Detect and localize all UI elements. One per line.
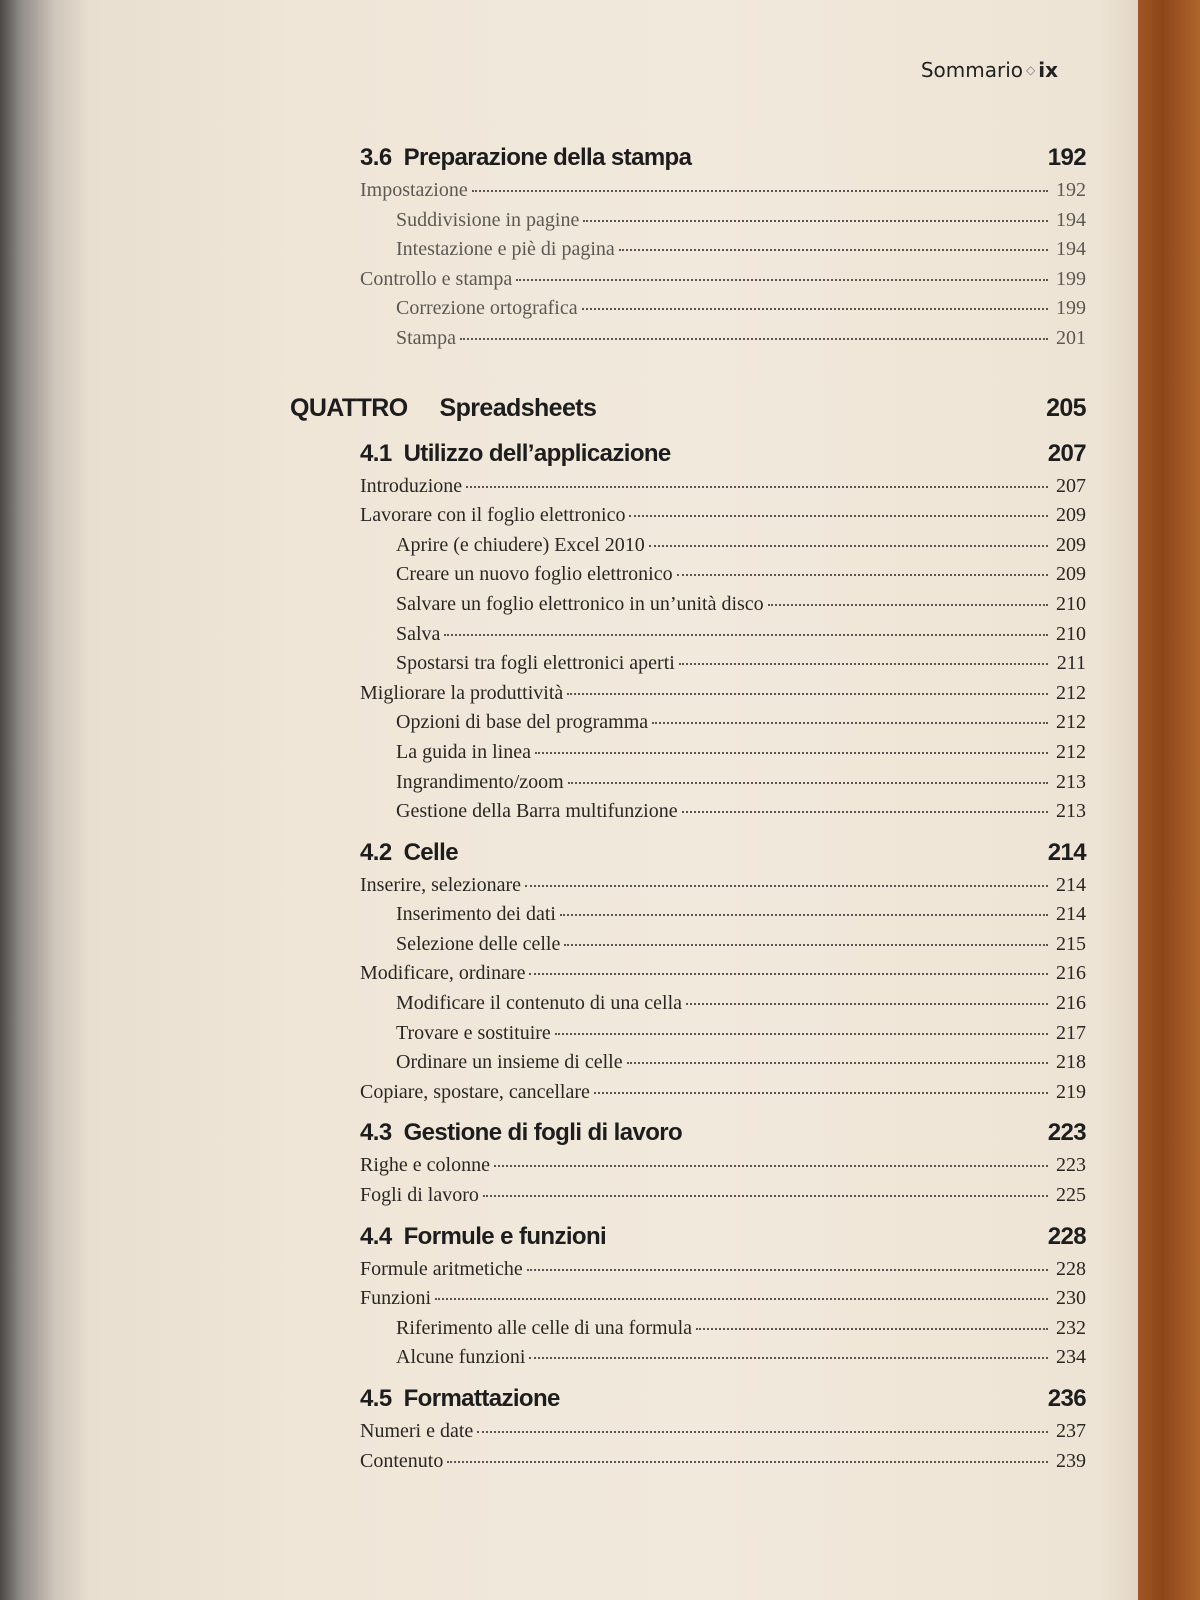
section-title-group <box>360 1223 606 1251</box>
dot-leader <box>529 973 1048 975</box>
entry-page: 201 <box>1056 326 1086 349</box>
entry-page: 218 <box>1056 1051 1086 1074</box>
entry-title: Trovare e sostituire <box>396 1021 551 1044</box>
entry-title: Salvare un foglio elettronico in un’unità disco <box>396 592 764 615</box>
header-page-number: ix <box>1038 58 1058 82</box>
entry-page: 212 <box>1056 681 1086 704</box>
dot-leader <box>627 1062 1048 1064</box>
entry-title: Salva <box>396 622 441 645</box>
entry-page: 228 <box>1056 1257 1086 1280</box>
entry-title: Righe e colonne <box>360 1154 490 1177</box>
toc-entry <box>360 297 1086 327</box>
entry-page: 237 <box>1056 1420 1086 1442</box>
chapter-title-group <box>290 394 596 423</box>
entry-title: Correzione ortografica <box>396 297 578 320</box>
toc-entry <box>360 962 1086 992</box>
dot-leader <box>472 190 1048 192</box>
entry-title: Stampa <box>396 326 456 349</box>
dot-leader <box>649 545 1048 547</box>
toc-entry <box>360 1081 1086 1111</box>
toc-entry <box>360 903 1086 933</box>
section-heading <box>360 433 1086 475</box>
entry-page: 199 <box>1056 267 1086 290</box>
entry-title: Opzioni di base del programma <box>396 711 649 734</box>
section-heading <box>360 832 1086 874</box>
toc-entry <box>360 1420 1086 1450</box>
section-title: Formule e funzioni <box>403 1222 607 1250</box>
dot-leader <box>768 604 1048 606</box>
dot-leader <box>567 693 1048 695</box>
entry-page: 210 <box>1056 592 1086 615</box>
section-number: 4.3 <box>360 1119 392 1147</box>
toc-entry <box>360 238 1086 268</box>
section-title: Formattazione <box>403 1385 560 1412</box>
entry-page: 210 <box>1056 622 1086 645</box>
entry-page: 217 <box>1056 1021 1086 1044</box>
entry-page: 216 <box>1056 962 1086 985</box>
section-page: 228 <box>1047 1222 1086 1250</box>
dot-leader <box>494 1165 1048 1167</box>
toc-entry <box>360 1258 1086 1288</box>
entry-title: Lavorare con il foglio elettronico <box>360 504 626 527</box>
dot-leader <box>535 752 1048 754</box>
dot-leader <box>564 944 1048 946</box>
dot-leader <box>516 279 1048 281</box>
section-number: 3.6 <box>360 144 392 171</box>
entry-page: 192 <box>1056 179 1086 201</box>
entry-title: Intestazione e piè di pagina <box>396 238 615 261</box>
section-title-group <box>360 1119 682 1147</box>
toc-entry <box>360 623 1086 653</box>
dot-leader <box>435 1298 1048 1300</box>
dot-leader <box>460 338 1048 340</box>
section-page: 236 <box>1047 1385 1086 1412</box>
dot-leader <box>529 1357 1048 1359</box>
entry-page: 212 <box>1056 740 1086 763</box>
running-header <box>921 58 1058 82</box>
section-title-group <box>360 440 671 468</box>
toc-entry <box>360 327 1086 357</box>
entry-title: Ingrandimento/zoom <box>396 770 564 793</box>
entry-title: Contenuto <box>360 1449 444 1472</box>
toc-entry <box>360 1154 1086 1184</box>
entry-title: La guida in linea <box>396 740 531 763</box>
entry-page: 214 <box>1056 873 1086 896</box>
toc-entry <box>360 534 1086 564</box>
entry-title: Migliorare la produttività <box>360 681 564 704</box>
entry-page: 232 <box>1056 1316 1086 1339</box>
toc-entry <box>360 652 1086 682</box>
entry-title: Controllo e stampa <box>360 267 513 290</box>
entry-title: Selezione delle celle <box>396 932 561 955</box>
toc-entry <box>360 800 1086 830</box>
entry-title: Formule aritmetiche <box>360 1257 523 1280</box>
entry-title: Riferimento alle celle di una formula <box>396 1316 692 1339</box>
dot-leader <box>527 1269 1048 1271</box>
dot-leader <box>444 634 1048 636</box>
entry-page: 212 <box>1056 711 1086 734</box>
toc-entry <box>360 268 1086 298</box>
toc-entry <box>360 933 1086 963</box>
section-page: 192 <box>1047 144 1086 171</box>
section-title-group <box>360 839 458 867</box>
toc-entry <box>360 209 1086 239</box>
entry-title: Creare un nuovo foglio elettronico <box>396 563 673 586</box>
toc-entry <box>360 992 1086 1022</box>
toc-entry <box>360 741 1086 771</box>
dot-leader <box>447 1461 1048 1463</box>
section-heading <box>360 137 1086 179</box>
entry-title: Fogli di lavoro <box>360 1184 479 1207</box>
entry-page: 209 <box>1056 504 1086 527</box>
entry-page: 194 <box>1056 208 1086 231</box>
dot-leader <box>696 1328 1048 1330</box>
toc-entry <box>360 1450 1086 1480</box>
section-page: 223 <box>1047 1119 1086 1147</box>
dot-leader <box>466 486 1048 488</box>
entry-title: Numeri e date <box>360 1420 474 1442</box>
diamond-icon: ◇ <box>1026 63 1036 77</box>
entry-title: Suddivisione in pagine <box>396 208 580 231</box>
chapter-number: QUATTRO <box>290 394 408 423</box>
dot-leader <box>483 1195 1048 1197</box>
entry-page: 214 <box>1056 903 1086 926</box>
dot-leader <box>652 722 1048 724</box>
entry-page: 225 <box>1056 1184 1086 1207</box>
toc-entry <box>360 504 1086 534</box>
entry-title: Aprire (e chiudere) Excel 2010 <box>396 533 645 556</box>
section-number: 4.1 <box>360 439 392 467</box>
entry-page: 219 <box>1056 1080 1086 1103</box>
dot-leader <box>682 811 1048 813</box>
toc-entry <box>360 771 1086 801</box>
dot-leader <box>583 220 1048 222</box>
toc-entry <box>360 1184 1086 1214</box>
entry-title: Impostazione <box>360 179 468 201</box>
section-title: Celle <box>403 838 458 866</box>
entry-page: 194 <box>1056 238 1086 261</box>
entry-page: 207 <box>1056 474 1086 497</box>
section-heading <box>360 1112 1086 1154</box>
toc-entry <box>360 1022 1086 1052</box>
section-page: 207 <box>1047 439 1086 467</box>
toc-entry <box>360 593 1086 623</box>
entry-page: 213 <box>1056 800 1086 823</box>
dot-leader <box>560 914 1048 916</box>
entry-page: 230 <box>1056 1287 1086 1310</box>
dot-leader <box>568 782 1048 784</box>
entry-page: 211 <box>1056 652 1086 675</box>
toc-entry <box>360 475 1086 505</box>
section-title: Gestione di fogli di lavoro <box>403 1119 683 1147</box>
table-of-contents <box>290 135 1086 1479</box>
section-number: 4.2 <box>360 838 392 866</box>
dot-leader <box>555 1033 1048 1035</box>
entry-title: Copiare, spostare, cancellare <box>360 1080 590 1103</box>
toc-entry <box>360 682 1086 712</box>
toc-entry <box>360 563 1086 593</box>
toc-entry <box>360 1317 1086 1347</box>
dot-leader <box>679 663 1048 665</box>
dot-leader <box>525 885 1048 887</box>
section-title-group <box>360 144 691 172</box>
entry-page: 216 <box>1056 992 1086 1015</box>
section-title: Preparazione della stampa <box>403 144 692 171</box>
entry-title: Inserire, selezionare <box>360 873 522 896</box>
chapter-page: 205 <box>1046 394 1086 423</box>
section-number: 4.4 <box>360 1222 392 1250</box>
section-heading <box>360 1216 1086 1258</box>
header-title: Sommario <box>920 58 1023 82</box>
entry-page: 234 <box>1056 1346 1086 1369</box>
section-heading <box>360 1378 1086 1420</box>
toc-entry <box>360 874 1086 904</box>
toc-entry <box>360 1051 1086 1081</box>
chapter-title: Spreadsheets <box>439 394 597 423</box>
toc-entry <box>360 179 1086 209</box>
chapter-heading <box>290 387 1086 431</box>
toc-entry <box>360 1287 1086 1317</box>
entry-page: 209 <box>1056 563 1086 586</box>
dot-leader <box>686 1003 1048 1005</box>
entry-page: 223 <box>1056 1154 1086 1177</box>
entry-page: 215 <box>1056 932 1086 955</box>
entry-title: Inserimento dei dati <box>396 903 556 926</box>
entry-title: Introduzione <box>360 474 463 497</box>
entry-title: Modificare, ordinare <box>360 962 526 985</box>
dot-leader <box>619 249 1048 251</box>
entry-title: Gestione della Barra multifunzione <box>396 800 678 823</box>
dot-leader <box>582 308 1048 310</box>
entry-title: Funzioni <box>360 1287 432 1310</box>
dot-leader <box>629 515 1048 517</box>
entry-title: Ordinare un insieme di celle <box>396 1051 623 1074</box>
dot-leader <box>477 1431 1048 1433</box>
toc-entry <box>360 1346 1086 1376</box>
entry-page: 209 <box>1056 533 1086 556</box>
section-page: 214 <box>1047 838 1086 866</box>
dot-leader <box>594 1092 1048 1094</box>
dot-leader <box>677 574 1048 576</box>
entry-page: 199 <box>1056 297 1086 320</box>
toc-entry <box>360 711 1086 741</box>
entry-title: Alcune funzioni <box>396 1346 526 1369</box>
section-number: 4.5 <box>360 1385 392 1412</box>
entry-title: Modificare il contenuto di una cella <box>396 992 683 1015</box>
section-title: Utilizzo dell’applicazione <box>403 439 671 467</box>
section-title-group <box>360 1385 560 1413</box>
entry-page: 213 <box>1056 770 1086 793</box>
entry-page: 239 <box>1056 1449 1086 1472</box>
entry-title: Spostarsi tra fogli elettronici aperti <box>396 652 675 675</box>
